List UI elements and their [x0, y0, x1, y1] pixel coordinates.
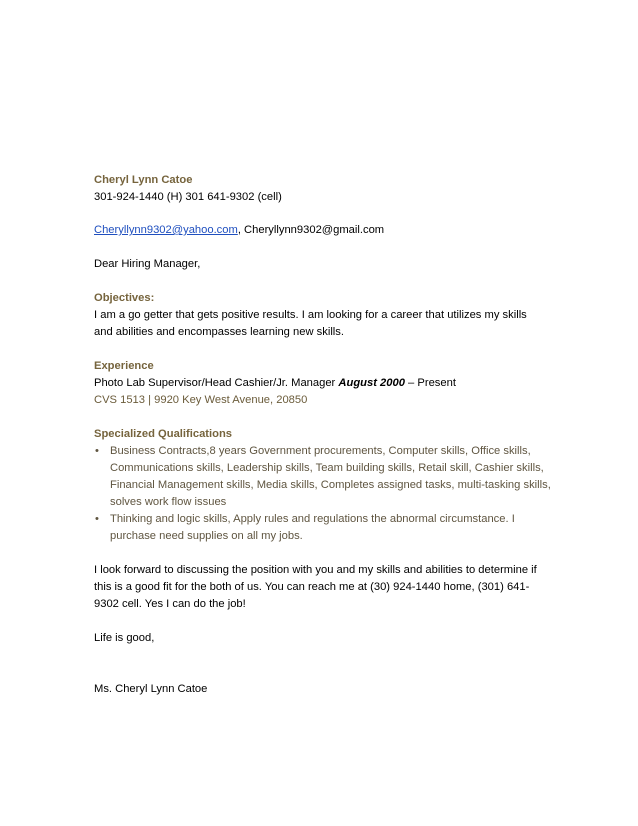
contact-phones: 301-924-1440 (H) 301 641-9302 (cell) [94, 191, 282, 203]
experience-heading: Experience [94, 360, 154, 372]
closing-paragraph-line-1: I look forward to discussing the position with you and my skills and abilities to determine if [94, 564, 537, 576]
qualification-item [94, 511, 564, 545]
qualifications-heading: Specialized Qualifications [94, 428, 233, 440]
qualification-item [94, 443, 564, 511]
qualifications-list [94, 443, 564, 545]
bullet-icon: • [95, 445, 99, 457]
sign-off: Life is good, [94, 632, 155, 644]
qualification-line: solves work flow issues [110, 496, 227, 508]
contact-emails [94, 222, 564, 239]
email-separator: , [237, 224, 245, 236]
email-secondary: Cheryllynn9302@gmail.com [244, 224, 385, 236]
qualification-line: Thinking and logic skills, Apply rules and regulations the abnormal circumstance. I [110, 513, 515, 525]
qualification-line: purchase need supplies on all my jobs. [110, 530, 303, 542]
closing-paragraph-line-2: this is a good fit for the both of us. You can reach me at (30) 924-1440 home, (301) 641- [94, 581, 530, 593]
salutation: Dear Hiring Manager, [94, 258, 201, 270]
job-start-date: August 2000 [338, 377, 405, 389]
job-title: Photo Lab Supervisor/Head Cashier/Jr. Manager [94, 377, 339, 389]
contact-name: Cheryl Lynn Catoe [94, 174, 193, 186]
qualification-line: Financial Management skills, Media skills, Completes assigned tasks, multi-tasking skills, [110, 479, 551, 491]
closing-paragraph-line-3: 9302 cell. Yes I can do the job! [94, 598, 246, 610]
experience-location: CVS 1513 | 9920 Key West Avenue, 20850 [94, 394, 308, 406]
objectives-text-line-2: and abilities and encompasses learning new skills. [94, 326, 344, 338]
email-link[interactable]: Cheryllynn9302@yahoo.com [94, 224, 238, 236]
qualification-line: Communications skills, Leadership skills, Team building skills, Retail skill, Cashier skills, [110, 462, 544, 474]
job-date-suffix: – Present [404, 377, 456, 389]
signature-name: Ms. Cheryl Lynn Catoe [94, 683, 208, 695]
bullet-icon: • [95, 513, 99, 525]
objectives-text-line-1: I am a go getter that gets positive results. I am looking for a career that utilizes my skills [94, 309, 527, 321]
objectives-heading: Objectives: [94, 292, 155, 304]
experience-position [94, 375, 564, 392]
letter-body [94, 172, 564, 698]
qualification-line: Business Contracts,8 years Government procurements, Computer skills, Office skills, [110, 445, 531, 457]
